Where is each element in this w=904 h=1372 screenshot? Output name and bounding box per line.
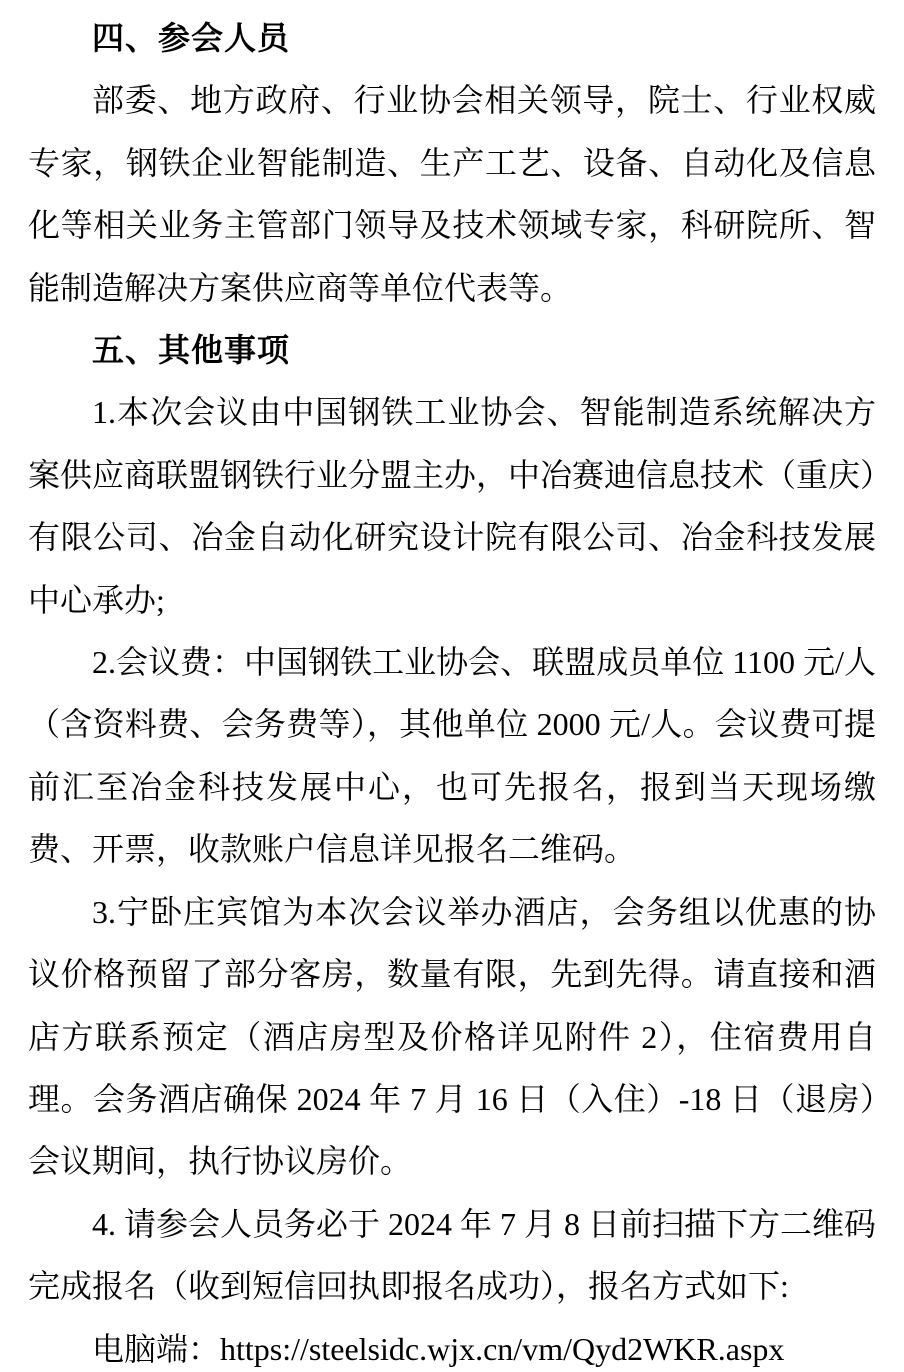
paragraph-conference-fee: 2.会议费：中国钢铁工业协会、联盟成员单位 1100 元/人（含资料费、会务费等），其他单位 2000 元/人。会议费可提前汇至冶金科技发展中心，也可先报名，报到当天现场缴费、开票，收款账户信息详见报名二维码。 xyxy=(28,644,876,868)
section-heading-other-matters: 五、其他事项 xyxy=(92,332,291,369)
section-heading-participants: 四、参会人员 xyxy=(92,20,291,56)
paragraph-participants: 部委、地方政府、行业协会相关领导，院士、行业权威专家，钢铁企业智能制造、生产工艺、设备、自动化及信息化等相关业务主管部门领导及技术领域专家，科研院所、智能制造解决方案供应商等单位代表等。 xyxy=(28,82,876,306)
pc-registration-url: 电脑端：https://steelsidc.wjx.cn/vm/Qyd2WKR.aspx xyxy=(92,1330,785,1367)
paragraph-organizers: 1.本次会议由中国钢铁工业协会、智能制造系统解决方案供应商联盟钢铁行业分盟主办，中冶赛迪信息技术（重庆）有限公司、冶金自动化研究设计院有限公司、冶金科技发展中心承办; xyxy=(28,394,877,618)
paragraph-registration-deadline: 4. 请参会人员务必于 2024 年 7 月 8 日前扫描下方二维码完成报名（收到短信回执即报名成功），报名方式如下: xyxy=(28,1205,877,1305)
paragraph-hotel-booking: 3.宁卧庄宾馆为本次会议举办酒店，会务组以优惠的协议价格预留了部分客房，数量有限，先到先得。请直接和酒店方联系预定（酒店房型及价格详见附件 2），住宿费用自理。会务酒店确保 2024 年 7 月 16 日（入住）-18 日（退房）会议期间，执行协议房价。 xyxy=(28,893,876,1180)
